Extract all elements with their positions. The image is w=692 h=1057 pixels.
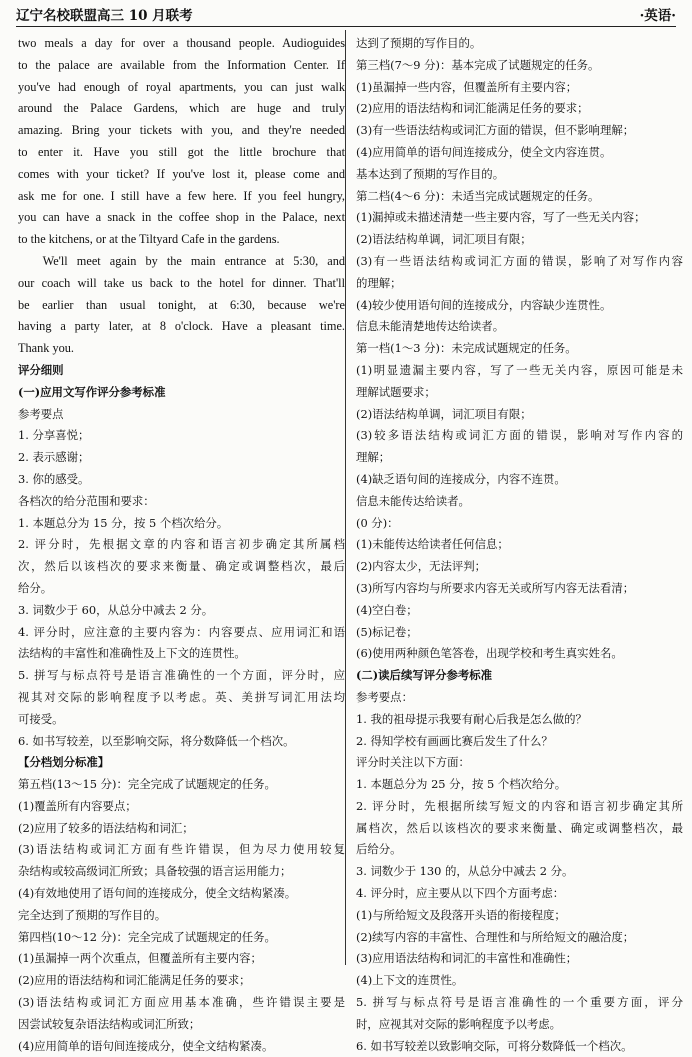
text-line: (1)未能传达给读者任何信息； <box>356 537 509 552</box>
text-line: (3)语法结构或词汇方面应用基本准确，些许错误主要是 <box>18 995 345 1010</box>
text-line: 3. 词数少于 60，从总分中减去 2 分。 <box>18 602 214 617</box>
text-line: (3)语法结构或词汇方面有些许错误，但为尽力使用较复 <box>18 842 345 857</box>
text-line: 可接受。 <box>18 711 64 726</box>
text-line: you can have a snack in the coffee shop in the Palace, next <box>18 210 345 225</box>
text-line: 3. 你的感受。 <box>18 471 90 486</box>
text-line: 4. 评分时，应注意的主要内容为：内容要点、应用词汇和语 <box>18 624 345 639</box>
text-line: comes with your ticket? If you've lost it, please come and <box>18 166 345 181</box>
text-line: 理解； <box>356 450 391 465</box>
text-line: We'll meet again by the main entrance at 5:30, and <box>42 253 345 268</box>
text-line: 2. 评分时，先根据文章的内容和语言初步确定其所属档 <box>18 537 345 552</box>
text-line: 的理解； <box>356 275 402 290</box>
text-line: (5)标记卷； <box>356 624 418 639</box>
text-line: 第四档(10～12 分)：完全完成了试题规定的任务。 <box>18 929 276 944</box>
text-line: having a party later, at 8 o'clock. Have a pleasant time. <box>18 319 345 334</box>
text-line: be earlier than usual tonight, at 6:30, because we're <box>18 297 345 312</box>
text-line: ask me for one. I still have a few here. If you feel hungry, <box>18 188 345 203</box>
text-line: 信息未能清楚地传达给读者。 <box>356 319 505 334</box>
text-line: (1)覆盖所有内容要点； <box>18 798 137 813</box>
text-line: 参考要点： <box>356 689 413 704</box>
text-line: 属档次，然后以该档次的要求来衡量、确定或调整档次，最 <box>356 820 683 835</box>
text-line: 第五档(13～15 分)：完全完成了试题规定的任务。 <box>18 777 276 792</box>
text-line: Thank you. <box>18 341 75 356</box>
text-line: 完全达到了预期的写作目的。 <box>18 907 167 922</box>
text-line: 评分时关注以下方面： <box>356 755 470 770</box>
text-line: our coach will take us back to the hotel for dinner. That'll <box>18 275 345 290</box>
text-line: to enter it. Have you still got the little brochure that <box>18 144 345 159</box>
text-line: 第一档(1～3 分)：未完成试题规定的任务。 <box>356 341 577 356</box>
text-line: amazing. Bring your tickets with you, and they're needed <box>18 123 345 138</box>
text-line: (1)虽漏掉一两个次重点，但覆盖所有主要内容； <box>18 951 262 966</box>
text-line: (2)续写内容的丰富性、合理性和与所给短文的融洽度； <box>356 929 635 944</box>
text-line: you've had enough of royal apartments, you can just walk <box>18 79 345 94</box>
right-column <box>356 33 683 1057</box>
text-line: 视其对交际的影响程度予以考虑。英、美拼写词汇用法均 <box>18 689 345 704</box>
text-line: 1. 我的祖母提示我要有耐心后我是怎么做的？ <box>356 711 587 726</box>
text-line: to the kitchens, or at the Tiltyard Cafe in the gardens. <box>18 232 280 247</box>
text-line: (1)明显遗漏主要内容，写了一些无关内容，原因可能是未 <box>356 362 683 377</box>
text-line: 2. 得知学校有画画比赛后发生了什么？ <box>356 733 553 748</box>
text-line: (2)语法结构单调，词汇项目有限； <box>356 232 532 247</box>
text-line: (4)较少使用语句间的连接成分，内容缺少连贯性。 <box>356 297 612 312</box>
text-line: 2. 表示感谢； <box>18 450 90 465</box>
text-line: 4. 评分时，应主要从以下四个方面考虑： <box>356 886 565 901</box>
text-line: (4)缺乏语句间的连接成分，内容不连贯。 <box>356 471 566 486</box>
text-line: around the Palace Gardens, which are huge and truly <box>18 101 345 116</box>
text-line: 2. 评分时，先根据所续写短文的内容和语言初步确定其所 <box>356 798 683 813</box>
text-line: (3)有一些语法结构或词汇方面的错误，但不影响理解； <box>356 123 635 138</box>
page-header <box>16 6 676 27</box>
subject-label: ·英语· <box>639 8 676 24</box>
text-line: 时，应视其对交际的影响程度予以考虑。 <box>356 1016 562 1031</box>
text-line: (一)应用文写作评分参考标准 <box>18 384 166 399</box>
text-line: 1. 本题总分为 25 分，按 5 个档次给分。 <box>356 777 567 792</box>
text-line: (2)应用的语法结构和词汇能满足任务的要求； <box>18 973 251 988</box>
left-column <box>18 33 345 1057</box>
text-line: 5. 拼写与标点符号是语言准确性的一个方面，评分时，应 <box>18 668 345 683</box>
text-line: (3)应用语法结构和词汇的丰富性和准确性； <box>356 951 578 966</box>
text-line: 6. 如书写较差，以至影响交际，将分数降低一个档次。 <box>18 733 295 748</box>
text-line: 5. 拼写与标点符号是语言准确性的一个重要方面，评分 <box>356 995 683 1010</box>
text-line: (3)较多语法结构或词汇方面的错误，影响对写作内容的 <box>356 428 683 443</box>
text-line: (二)读后续写评分参考标准 <box>356 668 493 683</box>
text-line: (0 分)： <box>356 515 399 530</box>
text-line: 基本达到了预期的写作目的。 <box>356 166 505 181</box>
text-line: 1. 本题总分为 15 分，按 5 个档次给分。 <box>18 515 229 530</box>
text-line: 达到了预期的写作目的。 <box>356 36 482 50</box>
text-line: (2)应用的语法结构和词汇能满足任务的要求； <box>356 101 589 116</box>
text-line: (1)漏掉或未描述清楚一些主要内容，写了一些无关内容； <box>356 210 646 225</box>
text-line: 评分细则 <box>18 362 64 377</box>
text-line: 各档次的给分范围和要求： <box>18 493 155 508</box>
text-line: to the palace are available from the Information Center. If <box>18 57 345 72</box>
text-line: 理解试题要求； <box>356 384 436 399</box>
text-line: (4)空白卷； <box>356 602 418 617</box>
text-line: (4)应用简单的语句间连接成分，使全文结构紧凑。 <box>18 1038 274 1053</box>
text-line: 因尝试较复杂语法结构或词汇所致； <box>18 1016 201 1031</box>
text-line: 给分。 <box>18 580 53 595</box>
text-line: 后给分。 <box>356 842 402 857</box>
exam-title: 辽宁名校联盟高三 10 月联考 <box>16 8 193 24</box>
text-line: (2)语法结构单调，词汇项目有限； <box>356 406 532 421</box>
text-line: 次，然后以该档次的要求来衡量、确定或调整档次，最后 <box>18 559 345 574</box>
text-line: (4)应用简单的语句间连接成分，使全文内容连贯。 <box>356 144 612 159</box>
text-line: 杂结构或较高级词汇所致；具备较强的语言运用能力； <box>18 864 292 879</box>
text-line: two meals a day for over a thousand people. Audioguides <box>18 36 345 50</box>
text-line: 第三档(7～9 分)：基本完成了试题规定的任务。 <box>356 57 600 72</box>
text-line: 参考要点 <box>18 406 64 421</box>
text-line: (2)应用了较多的语法结构和词汇； <box>18 820 194 835</box>
text-line: (1)虽漏掉一些内容，但覆盖所有主要内容； <box>356 79 578 94</box>
text-line: (1)与所给短文及段落开头语的衔接程度； <box>356 907 566 922</box>
text-line: (4)有效地使用了语句间的连接成分，使全文结构紧凑。 <box>18 886 297 901</box>
text-line: (6)使用两种颜色笔答卷，出现学校和考生真实姓名。 <box>356 646 623 661</box>
text-line: (2)内容太少，无法评判； <box>356 559 487 574</box>
text-line: (4)上下文的连贯性。 <box>356 973 464 988</box>
text-line: 第二档(4～6 分)：未适当完成试题规定的任务。 <box>356 188 600 203</box>
text-line: (3)有一些语法结构或词汇方面的错误，影响了对写作内容 <box>356 253 683 268</box>
text-line: 1. 分享喜悦； <box>18 428 90 443</box>
text-line: 【分档划分标准】 <box>18 755 110 770</box>
text-line: 6. 如书写较差以致影响交际，可将分数降低一个档次。 <box>356 1038 633 1053</box>
column-divider <box>345 30 346 965</box>
text-line: 3. 词数少于 130 的，从总分中减去 2 分。 <box>356 864 574 879</box>
text-line: 信息未能传达给读者。 <box>356 493 470 508</box>
text-line: (3)所写内容均与所要求内容无关或所写内容无法看清； <box>356 580 635 595</box>
text-line: 法结构的丰富性和准确性及上下文的连贯性。 <box>18 646 246 661</box>
